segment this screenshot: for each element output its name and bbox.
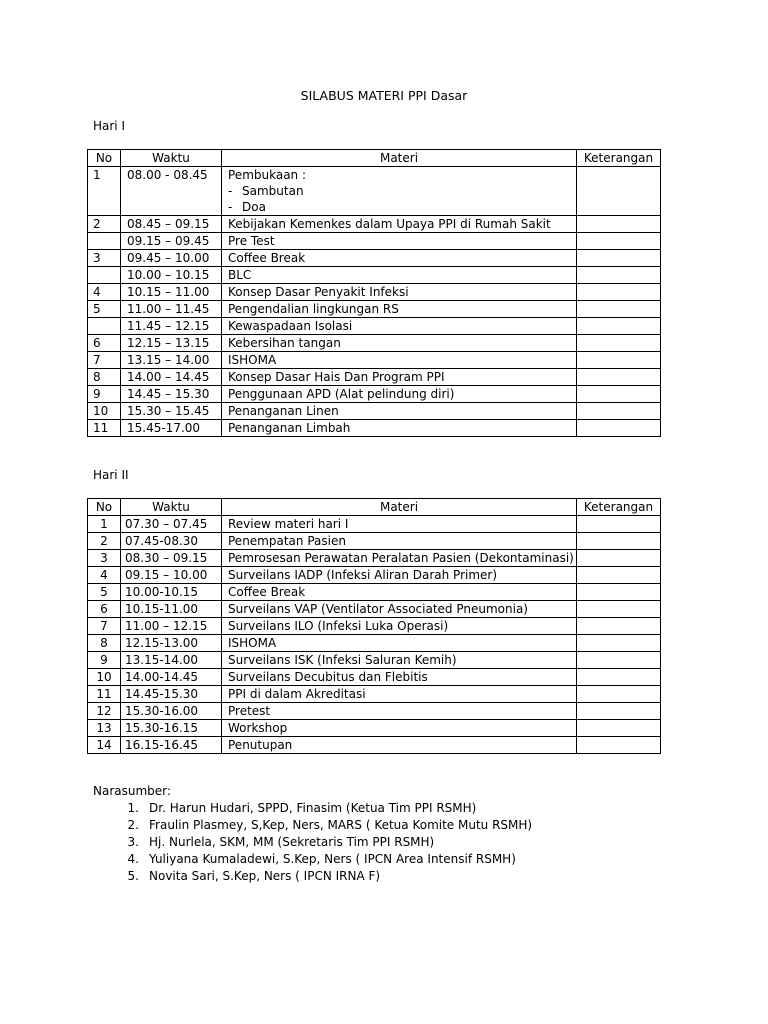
speaker-item bbox=[93, 868, 532, 885]
table-row bbox=[88, 703, 661, 720]
row-note bbox=[577, 352, 661, 369]
row-time: 15.45-17.00 bbox=[121, 420, 222, 437]
header-topic: Materi bbox=[222, 150, 577, 167]
row-time: 10.15 – 11.00 bbox=[121, 284, 222, 301]
table-row bbox=[88, 686, 661, 703]
header-note: Keterangan bbox=[577, 150, 661, 167]
row-no: 1 bbox=[88, 516, 121, 533]
row-note bbox=[577, 335, 661, 352]
row-topic: Surveilans IADP (Infeksi Aliran Darah Primer) bbox=[222, 567, 577, 584]
opening-subitem: - Sambutan bbox=[228, 184, 304, 198]
row-no: 5 bbox=[88, 584, 121, 601]
row-topic: Pre Test bbox=[222, 233, 577, 250]
header-time: Waktu bbox=[121, 499, 222, 516]
row-no: 12 bbox=[88, 703, 121, 720]
speaker-number: 4. bbox=[127, 852, 139, 866]
table-row bbox=[88, 250, 661, 267]
row-topic: Surveilans VAP (Ventilator Associated Pneumonia) bbox=[222, 601, 577, 618]
row-note bbox=[577, 233, 661, 250]
row-note bbox=[577, 533, 661, 550]
row-time: 12.15 – 13.15 bbox=[121, 335, 222, 352]
day-1-label: Hari I bbox=[93, 119, 125, 133]
row-topic: Penanganan Limbah bbox=[222, 420, 577, 437]
table-row bbox=[88, 550, 661, 567]
row-time: 11.00 – 11.45 bbox=[121, 301, 222, 318]
row-no: 8 bbox=[88, 369, 121, 386]
row-no: 6 bbox=[88, 335, 121, 352]
row-topic bbox=[222, 167, 577, 216]
row-topic: Kebijakan Kemenkes dalam Upaya PPI di Rumah Sakit bbox=[222, 216, 577, 233]
row-time: 09.15 – 09.45 bbox=[121, 233, 222, 250]
row-time: 10.00-10.15 bbox=[121, 584, 222, 601]
row-note bbox=[577, 318, 661, 335]
header-topic: Materi bbox=[222, 499, 577, 516]
row-time: 07.45-08.30 bbox=[121, 533, 222, 550]
row-topic: Surveilans ISK (Infeksi Saluran Kemih) bbox=[222, 652, 577, 669]
table-row bbox=[88, 601, 661, 618]
speaker-name: Novita Sari, S.Kep, Ners ( IPCN IRNA F) bbox=[149, 869, 381, 883]
row-no: 14 bbox=[88, 737, 121, 754]
row-note bbox=[577, 284, 661, 301]
day-2-schedule-table bbox=[87, 498, 661, 754]
day-2-label: Hari II bbox=[93, 468, 129, 482]
row-time: 11.00 – 12.15 bbox=[121, 618, 222, 635]
speaker-name: Dr. Harun Hudari, SPPD, Finasim (Ketua Tim PPI RSMH) bbox=[149, 801, 477, 815]
row-note bbox=[577, 403, 661, 420]
row-no: 4 bbox=[88, 284, 121, 301]
speaker-name: Fraulin Plasmey, S,Kep, Ners, MARS ( Ketua Komite Mutu RSMH) bbox=[149, 818, 533, 832]
row-note bbox=[577, 703, 661, 720]
table-row bbox=[88, 335, 661, 352]
row-note bbox=[577, 584, 661, 601]
row-note bbox=[577, 652, 661, 669]
opening-topic: Pembukaan : bbox=[228, 168, 307, 182]
row-time: 13.15-14.00 bbox=[121, 652, 222, 669]
speaker-number: 2. bbox=[127, 818, 139, 832]
header-no: No bbox=[88, 150, 121, 167]
table-row bbox=[88, 267, 661, 284]
row-note bbox=[577, 267, 661, 284]
row-topic: Surveilans Decubitus dan Flebitis bbox=[222, 669, 577, 686]
row-note bbox=[577, 669, 661, 686]
row-topic: BLC bbox=[222, 267, 577, 284]
row-time: 11.45 – 12.15 bbox=[121, 318, 222, 335]
row-time: 07.30 – 07.45 bbox=[121, 516, 222, 533]
row-note bbox=[577, 720, 661, 737]
table-row bbox=[88, 386, 661, 403]
row-topic: Penggunaan APD (Alat pelindung diri) bbox=[222, 386, 577, 403]
row-note bbox=[577, 550, 661, 567]
row-topic: Pretest bbox=[222, 703, 577, 720]
table-row bbox=[88, 233, 661, 250]
row-topic: ISHOMA bbox=[222, 352, 577, 369]
table-row bbox=[88, 652, 661, 669]
table-row bbox=[88, 420, 661, 437]
row-time: 15.30-16.15 bbox=[121, 720, 222, 737]
row-no: 5 bbox=[88, 301, 121, 318]
opening-subitem: - Doa bbox=[228, 200, 266, 214]
row-no: 13 bbox=[88, 720, 121, 737]
row-topic: Konsep Dasar Penyakit Infeksi bbox=[222, 284, 577, 301]
row-time: 16.15-16.45 bbox=[121, 737, 222, 754]
row-time: 14.00 – 14.45 bbox=[121, 369, 222, 386]
row-no: 10 bbox=[88, 669, 121, 686]
speaker-item bbox=[93, 817, 532, 834]
row-no: 2 bbox=[88, 533, 121, 550]
table-header-row bbox=[88, 499, 661, 516]
row-time: 14.00-14.45 bbox=[121, 669, 222, 686]
row-topic: Workshop bbox=[222, 720, 577, 737]
row-no bbox=[88, 233, 121, 250]
row-note bbox=[577, 686, 661, 703]
row-note bbox=[577, 601, 661, 618]
row-note bbox=[577, 737, 661, 754]
row-note bbox=[577, 216, 661, 233]
row-no: 10 bbox=[88, 403, 121, 420]
row-time: 08.30 – 09.15 bbox=[121, 550, 222, 567]
row-topic: Kebersihan tangan bbox=[222, 335, 577, 352]
row-no: 11 bbox=[88, 686, 121, 703]
table-row bbox=[88, 216, 661, 233]
row-topic: Review materi hari I bbox=[222, 516, 577, 533]
table-row bbox=[88, 318, 661, 335]
table-row bbox=[88, 301, 661, 318]
row-topic: Konsep Dasar Hais Dan Program PPI bbox=[222, 369, 577, 386]
row-topic: Surveilans ILO (Infeksi Luka Operasi) bbox=[222, 618, 577, 635]
row-topic: PPI di dalam Akreditasi bbox=[222, 686, 577, 703]
row-note bbox=[577, 635, 661, 652]
table-row bbox=[88, 369, 661, 386]
table-row bbox=[88, 720, 661, 737]
row-no: 6 bbox=[88, 601, 121, 618]
table-row bbox=[88, 167, 661, 216]
speaker-number: 1. bbox=[127, 801, 139, 815]
speaker-item bbox=[93, 834, 532, 851]
row-topic: Pengendalian lingkungan RS bbox=[222, 301, 577, 318]
row-no: 9 bbox=[88, 652, 121, 669]
row-time: 14.45 – 15.30 bbox=[121, 386, 222, 403]
row-no bbox=[88, 267, 121, 284]
row-note bbox=[577, 420, 661, 437]
table-row bbox=[88, 737, 661, 754]
row-time: 12.15-13.00 bbox=[121, 635, 222, 652]
row-time: 08.00 - 08.45 bbox=[121, 167, 222, 216]
row-no: 4 bbox=[88, 567, 121, 584]
speaker-item bbox=[93, 851, 532, 868]
row-no: 3 bbox=[88, 250, 121, 267]
row-time: 10.00 – 10.15 bbox=[121, 267, 222, 284]
row-topic: Penempatan Pasien bbox=[222, 533, 577, 550]
row-no: 1 bbox=[88, 167, 121, 216]
row-no: 7 bbox=[88, 352, 121, 369]
table-row bbox=[88, 403, 661, 420]
table-row bbox=[88, 635, 661, 652]
row-note bbox=[577, 301, 661, 318]
row-time: 15.30 – 15.45 bbox=[121, 403, 222, 420]
row-time: 09.45 – 10.00 bbox=[121, 250, 222, 267]
row-no: 2 bbox=[88, 216, 121, 233]
row-no: 8 bbox=[88, 635, 121, 652]
table-row bbox=[88, 669, 661, 686]
row-no: 3 bbox=[88, 550, 121, 567]
row-topic: Kewaspadaan Isolasi bbox=[222, 318, 577, 335]
speakers-section bbox=[93, 783, 532, 885]
speaker-number: 5. bbox=[127, 869, 139, 883]
table-row bbox=[88, 284, 661, 301]
row-note bbox=[577, 618, 661, 635]
row-note bbox=[577, 167, 661, 216]
header-no: No bbox=[88, 499, 121, 516]
row-time: 15.30-16.00 bbox=[121, 703, 222, 720]
document-title: SILABUS MATERI PPI Dasar bbox=[300, 88, 468, 103]
speaker-item bbox=[93, 800, 532, 817]
row-no bbox=[88, 318, 121, 335]
row-no: 7 bbox=[88, 618, 121, 635]
row-no: 11 bbox=[88, 420, 121, 437]
table-row bbox=[88, 584, 661, 601]
table-row bbox=[88, 516, 661, 533]
row-time: 10.15-11.00 bbox=[121, 601, 222, 618]
row-note bbox=[577, 250, 661, 267]
speaker-name: Hj. Nurlela, SKM, MM (Sekretaris Tim PPI RSMH) bbox=[149, 835, 435, 849]
row-note bbox=[577, 516, 661, 533]
row-topic: Coffee Break bbox=[222, 584, 577, 601]
row-time: 09.15 – 10.00 bbox=[121, 567, 222, 584]
row-no: 9 bbox=[88, 386, 121, 403]
row-time: 08.45 – 09.15 bbox=[121, 216, 222, 233]
row-topic: Penanganan Linen bbox=[222, 403, 577, 420]
table-row bbox=[88, 533, 661, 550]
table-row bbox=[88, 352, 661, 369]
row-note bbox=[577, 386, 661, 403]
row-topic: Pemrosesan Perawatan Peralatan Pasien (Dekontaminasi) bbox=[222, 550, 577, 567]
speakers-label: Narasumber: bbox=[93, 784, 171, 798]
speaker-number: 3. bbox=[127, 835, 139, 849]
table-header-row bbox=[88, 150, 661, 167]
speaker-name: Yuliyana Kumaladewi, S.Kep, Ners ( IPCN Area Intensif RSMH) bbox=[149, 852, 516, 866]
row-note bbox=[577, 369, 661, 386]
speakers-list bbox=[93, 800, 532, 885]
day-1-schedule-table bbox=[87, 149, 661, 437]
row-topic: ISHOMA bbox=[222, 635, 577, 652]
row-topic: Penutupan bbox=[222, 737, 577, 754]
row-topic: Coffee Break bbox=[222, 250, 577, 267]
table-row bbox=[88, 567, 661, 584]
header-time: Waktu bbox=[121, 150, 222, 167]
table-row bbox=[88, 618, 661, 635]
row-time: 13.15 – 14.00 bbox=[121, 352, 222, 369]
header-note: Keterangan bbox=[577, 499, 661, 516]
row-time: 14.45-15.30 bbox=[121, 686, 222, 703]
row-note bbox=[577, 567, 661, 584]
